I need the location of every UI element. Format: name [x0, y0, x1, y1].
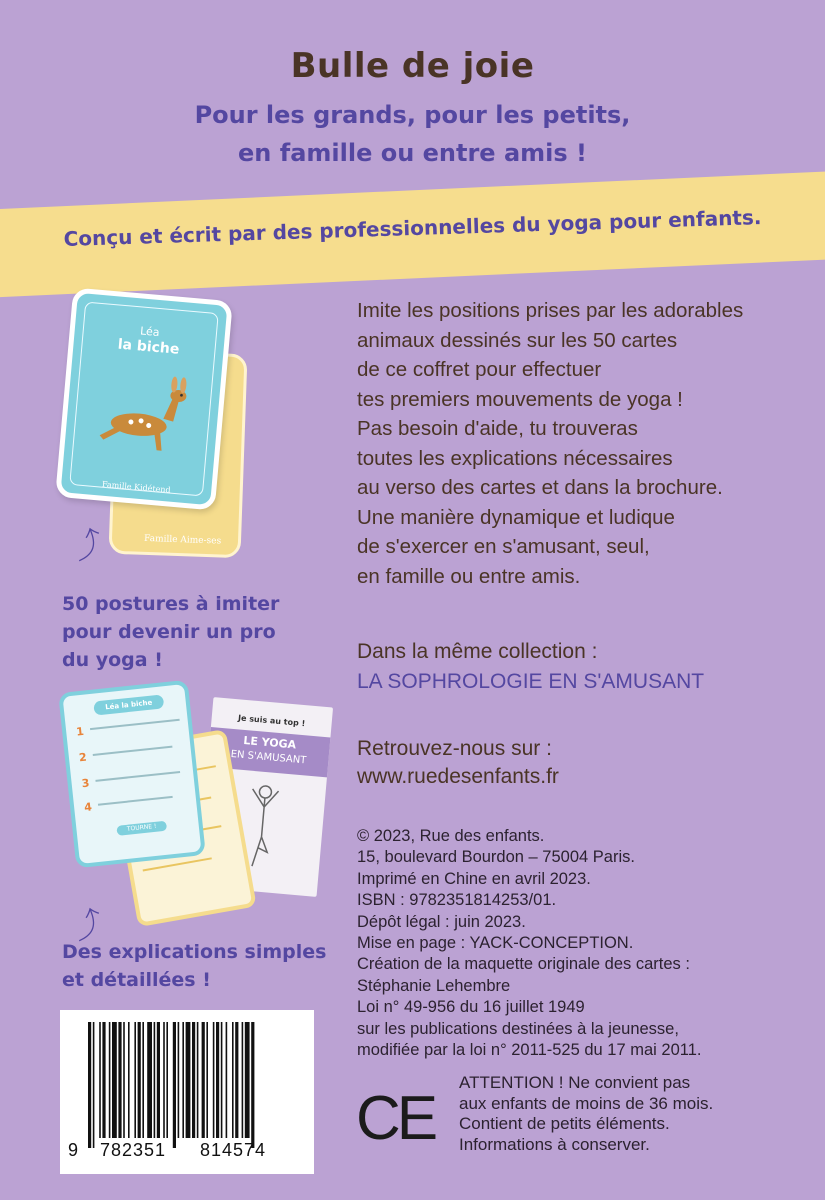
- legal-line: © 2023, Rue des enfants.: [357, 827, 545, 845]
- barcode-bar: [109, 1022, 111, 1138]
- barcode-bar: [88, 1022, 91, 1148]
- warning-line: Informations à conserver.: [459, 1134, 650, 1154]
- collection-label: Dans la même collection :: [357, 640, 598, 663]
- barcode-bar: [226, 1022, 228, 1138]
- warning-line: Contient de petits éléments.: [459, 1114, 670, 1133]
- barcode-bar: [232, 1022, 234, 1138]
- contact-label: Retrouvez-nous sur :: [357, 737, 552, 760]
- subtitle-line-2: en famille ou entre amis !: [238, 139, 587, 167]
- legal-line: Loi n° 49-956 du 16 juillet 1949: [357, 998, 585, 1017]
- barcode-bar: [93, 1022, 95, 1148]
- barcode-bar: [112, 1022, 117, 1138]
- curved-arrow-icon: ⤴: [68, 523, 109, 567]
- barcode-bars: [60, 1010, 314, 1174]
- postures-caption-line-1: 50 postures à imiter: [62, 593, 280, 615]
- description-line: Une manière dynamique et ludique: [357, 505, 675, 529]
- barcode-bar: [216, 1022, 219, 1138]
- postures-caption-line-3: du yoga !: [62, 649, 163, 671]
- legal-line: ISBN : 9782351814253/01.: [357, 891, 557, 910]
- teal-card-front: [55, 287, 233, 510]
- barcode-group-2: 814574: [200, 1140, 267, 1160]
- product-title: Bulle de joie: [290, 46, 535, 86]
- description: [357, 296, 797, 591]
- ce-mark: CE: [356, 1084, 435, 1153]
- booklet-title-1: LE YOGA: [242, 733, 297, 752]
- subtitle-line-1: Pour les grands, pour les petits,: [194, 101, 631, 129]
- website-url[interactable]: www.ruedesenfants.fr: [357, 765, 559, 788]
- description-line: au verso des cartes et dans la brochure.: [357, 476, 723, 499]
- explanations-caption-line-2: et détaillées !: [62, 969, 211, 991]
- blue-card-header: Léa la biche: [93, 694, 164, 715]
- barcode: [60, 1010, 314, 1174]
- booklet-tag: Je suis au top !: [237, 713, 306, 729]
- banner-text: Conçu et écrit par des professionnelles du yoga pour enfants.: [63, 205, 762, 251]
- description-line: en famille ou entre amis.: [357, 564, 581, 588]
- barcode-bar: [138, 1022, 141, 1138]
- barcode-bar: [163, 1022, 165, 1138]
- legal-line: Imprimé en Chine en avril 2023.: [357, 869, 591, 888]
- legal-line: Création de la maquette originale des cartes :: [357, 955, 690, 974]
- legal-line: Dépôt légal : juin 2023.: [357, 912, 526, 931]
- card-name-big: la biche: [117, 336, 180, 358]
- collection-name: LA SOPHROLOGIE EN S'AMUSANT: [357, 670, 705, 693]
- barcode-bar: [206, 1022, 208, 1138]
- subtitle: [0, 96, 825, 172]
- barcode-bar: [99, 1022, 101, 1138]
- warning-line: ATTENTION ! Ne convient pas: [459, 1073, 691, 1092]
- description-line: Pas besoin d'aide, tu trouveras: [357, 417, 638, 440]
- barcode-first-digit: 9: [68, 1140, 79, 1160]
- booklet-title-2: EN S'AMUSANT: [230, 748, 307, 767]
- legal-line: 15, boulevard Bourdon – 75004 Paris.: [357, 848, 635, 867]
- barcode-bar: [102, 1022, 105, 1138]
- barcode-bar: [134, 1022, 136, 1138]
- explanations-caption-line-1: Des explications simples: [62, 941, 327, 963]
- tourne-badge: TOURNE !: [116, 821, 167, 836]
- legal-line: sur les publications destinées à la jeunesse,: [357, 1019, 679, 1038]
- blue-card-detail: Léa la biche 1 2 3 4 TOURNE !: [58, 680, 206, 869]
- barcode-bar: [186, 1022, 191, 1138]
- warning-text: [459, 1073, 713, 1155]
- yellow-card-family: Famille Aime-ses: [143, 533, 222, 547]
- legal-line: Stéphanie Lehembre: [357, 976, 511, 995]
- explanations-caption: [62, 938, 326, 994]
- legal-line: Mise en page : YACK-CONCEPTION.: [357, 934, 634, 953]
- barcode-bar: [154, 1022, 156, 1138]
- barcode-bar: [192, 1022, 195, 1138]
- curved-arrow-icon-2: ⤴: [68, 903, 109, 947]
- legal-line: modifiée par la loi n° 2011-525 du 17 mai 2011.: [357, 1041, 702, 1060]
- description-line: toutes les explications nécessaires: [357, 446, 673, 470]
- barcode-bar: [173, 1022, 176, 1148]
- description-line: Imite les positions prises par les adorables: [357, 299, 744, 322]
- barcode-bar: [166, 1022, 168, 1138]
- barcode-bar: [245, 1022, 250, 1138]
- barcode-bar: [128, 1022, 130, 1138]
- barcode-bar: [178, 1022, 180, 1138]
- barcode-bar: [157, 1022, 160, 1138]
- barcode-bar: [197, 1022, 199, 1138]
- barcode-bar: [235, 1022, 238, 1138]
- barcode-bar: [251, 1022, 254, 1148]
- postures-caption: [62, 590, 279, 674]
- deer-illustration: [90, 363, 197, 461]
- card-name-small: Léa: [139, 324, 161, 340]
- barcode-bar: [242, 1022, 244, 1138]
- legal-info: [357, 826, 807, 1061]
- barcode-bar: [221, 1022, 223, 1138]
- description-line: de ce coffret pour effectuer: [357, 358, 602, 381]
- description-line: animaux dessinés sur les 50 cartes: [357, 328, 678, 352]
- postures-caption-line-2: pour devenir un pro: [62, 621, 276, 643]
- barcode-bar: [182, 1022, 184, 1138]
- barcode-bar: [118, 1022, 121, 1138]
- warning-line: aux enfants de moins de 36 mois.: [459, 1093, 714, 1113]
- barcode-bar: [123, 1022, 125, 1138]
- barcode-bar: [213, 1022, 215, 1138]
- barcode-group-1: 782351: [100, 1140, 167, 1160]
- teal-card-family: Famille Kidétend: [101, 479, 172, 495]
- description-line: de s'exercer en s'amusant, seul,: [357, 535, 650, 558]
- description-line: tes premiers mouvements de yoga !: [357, 387, 683, 411]
- barcode-bar: [142, 1022, 144, 1138]
- barcode-bar: [147, 1022, 152, 1138]
- barcode-bar: [202, 1022, 205, 1138]
